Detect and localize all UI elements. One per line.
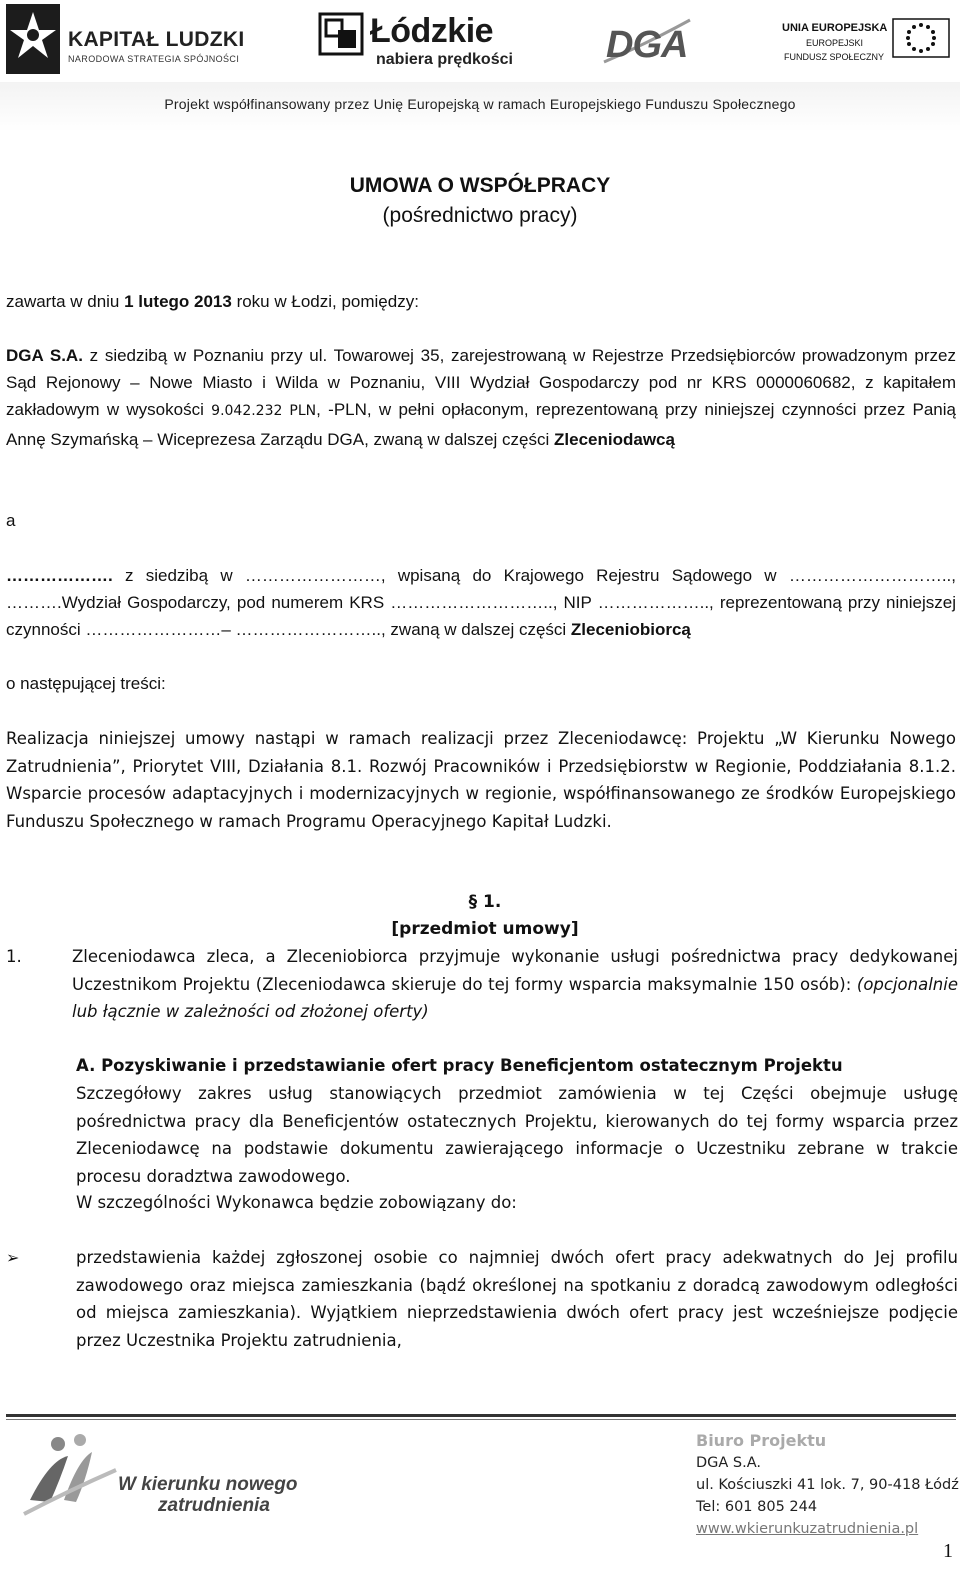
party1-name: DGA S.A. — [6, 346, 83, 365]
project-logo-text: W kierunku nowego zatrudnienia — [118, 1474, 298, 1516]
eu-logo — [778, 16, 958, 76]
project-logo — [20, 1430, 340, 1530]
section-number: § 1. — [468, 892, 502, 912]
conjunction: a — [6, 511, 16, 530]
office-phone: Tel: 601 805 244 — [696, 1499, 818, 1515]
project-office — [696, 1430, 959, 1540]
item1-text: Zleceniodawca zleca, a Zleceniobiorca przyjmuje wykonanie usługi pośrednictwa pracy dedykowanej Uczestnikom Projektu (Zleceniodawca skieruje do tej formy wsparcia maksymalnie 150 osób): (opcjonalnie lub łącznie w zależności od złożonej oferty) — [72, 947, 958, 1021]
kapital-ludzki-star-icon — [6, 4, 60, 74]
dga-logo — [596, 14, 696, 72]
kapital-ludzki-subtitle: NARODOWA STRATEGIA SPÓJNOŚCI — [68, 54, 240, 64]
part-a-obligation: W szczególności Wykonawca będzie zobowiązany do: — [76, 1193, 517, 1212]
lodzkie-logo — [318, 10, 528, 74]
intro-line: zawarta w dniu 1 lutego 2013 roku w Łodzi, pomiędzy: — [6, 292, 419, 311]
footer-rule-thin — [6, 1419, 956, 1420]
party1-role: Zleceniodawcą — [554, 429, 675, 449]
office-title: Biuro Projektu — [696, 1431, 827, 1450]
bullet1-text: przedstawienia każdej zgłoszonej osobie co najmniej dwóch ofert pracy adekwatnych do Jej profilu zawodowego oraz miejsca zamieszkania (bądź określonej na spotkaniu z doradcą zawodowym odległości od miejsca zamieszkania). Wyjątkiem nieprzedstawienia dwóch ofert pracy jest wcześniejsze podjęcie przez Uczestnika Projektu zatrudnienia, — [76, 1248, 958, 1350]
kapital-ludzki-logo — [6, 4, 245, 76]
part-a-text: Szczegółowy zakres usług stanowiących przedmiot zamówienia w tej Części obejmuje usługę pośrednictwa pracy dla Beneficjentów ostatecznych Projektu, kierowanych do tej formy wsparcia przez Zleceniodawcę na podstawie dokumentu zawierającego informacje o Uczestniku zebrane w trakcie procesu doradztwa zawodowego. — [76, 1084, 958, 1186]
office-company: DGA S.A. — [696, 1455, 762, 1471]
dga-logo-text: DGA — [606, 24, 688, 66]
section-heading — [0, 889, 960, 943]
party2-name-placeholder: ………………. — [6, 566, 113, 585]
item1-number: 1. — [6, 947, 22, 966]
item1-note: (opcjonalnie lub łącznie w zależności od złożonej oferty) — [72, 974, 958, 1021]
kapital-ludzki-title: KAPITAŁ LUDZKI — [68, 28, 245, 51]
document-subtitle: (pośrednictwo pracy) — [382, 204, 578, 227]
eu-flag-icon — [892, 18, 950, 58]
share-capital: 9.042.232 PLN — [211, 403, 317, 419]
page-number: 1 — [943, 1540, 953, 1562]
party1-paragraph: DGA S.A. z siedzibą w Poznaniu przy ul. Towarowej 35, zarejestrowaną w Rejestrze Przedsiębiorców prowadzonym przez Sąd Rejonowy – Nowe Miasto i Wilda w Poznaniu, VIII Wydział Gospodarczy pod nr KRS 0000060682, z kapitałem zakładowym w wysokości 9.042.232 PLN, -PLN, w pełni opłaconym, reprezentowaną przy niniejszej czynności przez Panią Annę Szymańską – Wiceprezesa Zarządu DGA, zwaną w dalszej części Zleceniodawcą — [6, 346, 957, 449]
cofinancing-note: Projekt współfinansowany przez Unię Europejską w ramach Europejskiego Funduszu Społecznego — [164, 96, 796, 112]
project-paragraph: Realizacja niniejszej umowy nastąpi w ramach realizacji przez Zleceniodawcę: Projektu „W Kierunku Nowego Zatrudnienia”, Priorytet VIII, Działania 8.1. Rozwój Pracowników i Przedsiębiorstw w Regionie, Poddziałania 8.1.2. Wsparcie procesów adaptacyjnych i modernizacyjnych w regionie, współfinansowanego ze środków Europejskiego Funduszu Społecznego w ramach Programu Operacyjnego Kapitał Ludzki. — [6, 729, 956, 831]
part-a-heading: A. Pozyskiwanie i przedstawianie ofert pracy Beneficjentom ostatecznym Projektu — [76, 1056, 843, 1075]
people-figures-icon — [20, 1430, 120, 1530]
eu-line2: EUROPEJSKI — [806, 38, 864, 48]
lodzkie-title: Łódzkie — [370, 12, 494, 50]
content-intro: o następującej treści: — [6, 674, 166, 693]
bullet-arrow-icon: ➢ — [6, 1248, 20, 1267]
contract-date: 1 lutego 2013 — [124, 292, 232, 311]
section-title: [przedmiot umowy] — [391, 919, 579, 939]
lodzkie-subtitle: nabiera prędkości — [376, 51, 513, 68]
footer-rule — [6, 1414, 956, 1417]
party2-paragraph: ………………. z siedzibą w ……………………, wpisaną do Krajowego Rejestru Sądowego w ……………………….., ……….Wydział Gospodarczy, pod numerem KRS ……………………….., NIP ……………….., reprezentowaną przy niniejszej czynności ……………………– …………………….., zwaną w dalszej części Zleceniobiorcą — [6, 566, 956, 639]
office-address: ul. Kościuszki 41 lok. 7, 90-418 Łódź — [696, 1477, 959, 1493]
eu-title: UNIA EUROPEJSKA — [782, 22, 888, 34]
document-title: UMOWA O WSPÓŁPRACY — [349, 174, 611, 197]
office-website-link[interactable]: www.wkierunkuzatrudnienia.pl — [696, 1521, 919, 1537]
lodzkie-emblem-icon — [318, 10, 366, 58]
eu-line3: FUNDUSZ SPOŁECZNY — [784, 52, 885, 62]
party2-role: Zleceniobiorcą — [570, 620, 691, 639]
